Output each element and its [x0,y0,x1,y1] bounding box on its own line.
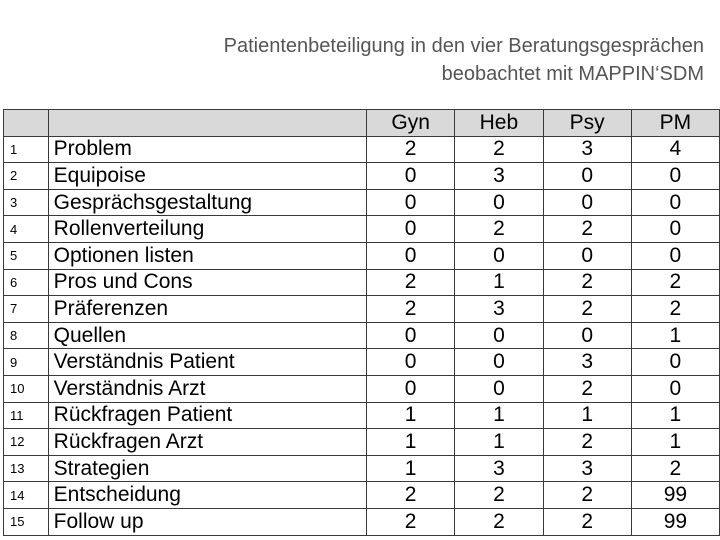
row-number: 13 [4,455,49,482]
cell-psy: 2 [543,375,631,402]
cell-psy: 3 [543,349,631,376]
cell-psy: 0 [543,163,631,190]
cell-gyn: 2 [366,136,454,163]
column-header-psy: Psy [543,110,631,137]
cell-pm: 4 [631,136,719,163]
cell-pm: 1 [631,402,719,429]
row-number: 14 [4,482,49,509]
cell-heb: 1 [455,429,543,456]
cell-pm: 99 [631,508,719,535]
cell-psy: 2 [543,482,631,509]
cell-heb: 0 [455,375,543,402]
table-row [4,269,720,296]
table-row [4,508,720,535]
cell-psy: 2 [543,508,631,535]
cell-pm: 0 [631,375,719,402]
column-header-gyn: Gyn [366,110,454,137]
cell-pm: 0 [631,242,719,269]
cell-heb: 2 [455,482,543,509]
cell-heb: 2 [455,136,543,163]
table-row [4,296,720,323]
cell-gyn: 0 [366,322,454,349]
cell-pm: 0 [631,163,719,190]
cell-psy: 3 [543,136,631,163]
table-row [4,455,720,482]
cell-gyn: 0 [366,375,454,402]
row-number: 12 [4,429,49,456]
row-number: 11 [4,402,49,429]
cell-heb: 0 [455,242,543,269]
cell-pm: 2 [631,296,719,323]
cell-gyn: 2 [366,296,454,323]
cell-gyn: 1 [366,402,454,429]
row-label: Verständnis Patient [48,349,366,376]
row-number: 6 [4,269,49,296]
table-header-row [4,110,720,137]
table-row [4,375,720,402]
row-number: 8 [4,322,49,349]
table-row [4,402,720,429]
cell-psy: 0 [543,322,631,349]
cell-psy: 2 [543,269,631,296]
row-label: Rollenverteilung [48,216,366,243]
row-number: 3 [4,189,49,216]
cell-heb: 3 [455,296,543,323]
row-number: 7 [4,296,49,323]
row-label: Strategien [48,455,366,482]
cell-gyn: 0 [366,216,454,243]
row-number: 4 [4,216,49,243]
cell-psy: 2 [543,429,631,456]
cell-heb: 0 [455,189,543,216]
table-row [4,242,720,269]
table-row [4,429,720,456]
row-label: Präferenzen [48,296,366,323]
cell-heb: 1 [455,402,543,429]
column-header-heb: Heb [455,110,543,137]
cell-psy: 2 [543,216,631,243]
row-label: Equipoise [48,163,366,190]
row-number: 2 [4,163,49,190]
cell-gyn: 0 [366,242,454,269]
results-table [3,109,720,536]
cell-psy: 3 [543,455,631,482]
row-number: 9 [4,349,49,376]
cell-heb: 2 [455,508,543,535]
row-number: 5 [4,242,49,269]
cell-pm: 0 [631,349,719,376]
cell-heb: 3 [455,455,543,482]
cell-gyn: 0 [366,163,454,190]
table-row [4,482,720,509]
row-label: Rückfragen Patient [48,402,366,429]
cell-heb: 0 [455,349,543,376]
table-row [4,216,720,243]
row-number: 10 [4,375,49,402]
header-empty-num [4,110,49,137]
cell-gyn: 2 [366,269,454,296]
cell-psy: 2 [543,296,631,323]
table-row [4,163,720,190]
cell-gyn: 1 [366,429,454,456]
table-row [4,322,720,349]
row-label: Entscheidung [48,482,366,509]
row-label: Gesprächsgestaltung [48,189,366,216]
cell-heb: 1 [455,269,543,296]
cell-gyn: 0 [366,189,454,216]
cell-gyn: 2 [366,482,454,509]
cell-gyn: 1 [366,455,454,482]
table-row [4,136,720,163]
header-empty-label [48,110,366,137]
cell-pm: 1 [631,429,719,456]
table-row [4,349,720,376]
row-label: Optionen listen [48,242,366,269]
row-label: Rückfragen Arzt [48,429,366,456]
title-line-2: beobachtet mit MAPPIN‘SDM [441,63,704,85]
page-title [64,32,704,88]
table-row [4,189,720,216]
row-label: Quellen [48,322,366,349]
row-label: Pros und Cons [48,269,366,296]
cell-pm: 2 [631,455,719,482]
title-line-1: Patientenbeteiligung in den vier Beratungsgesprächen [223,35,704,57]
column-header-pm: PM [631,110,719,137]
table-body [4,136,720,535]
cell-psy: 1 [543,402,631,429]
cell-gyn: 0 [366,349,454,376]
row-number: 1 [4,136,49,163]
cell-pm: 1 [631,322,719,349]
cell-gyn: 2 [366,508,454,535]
row-label: Follow up [48,508,366,535]
cell-heb: 0 [455,322,543,349]
cell-heb: 2 [455,216,543,243]
cell-pm: 0 [631,189,719,216]
cell-heb: 3 [455,163,543,190]
row-number: 15 [4,508,49,535]
cell-pm: 0 [631,216,719,243]
cell-pm: 99 [631,482,719,509]
cell-psy: 0 [543,242,631,269]
cell-psy: 0 [543,189,631,216]
row-label: Problem [48,136,366,163]
cell-pm: 2 [631,269,719,296]
row-label: Verständnis Arzt [48,375,366,402]
